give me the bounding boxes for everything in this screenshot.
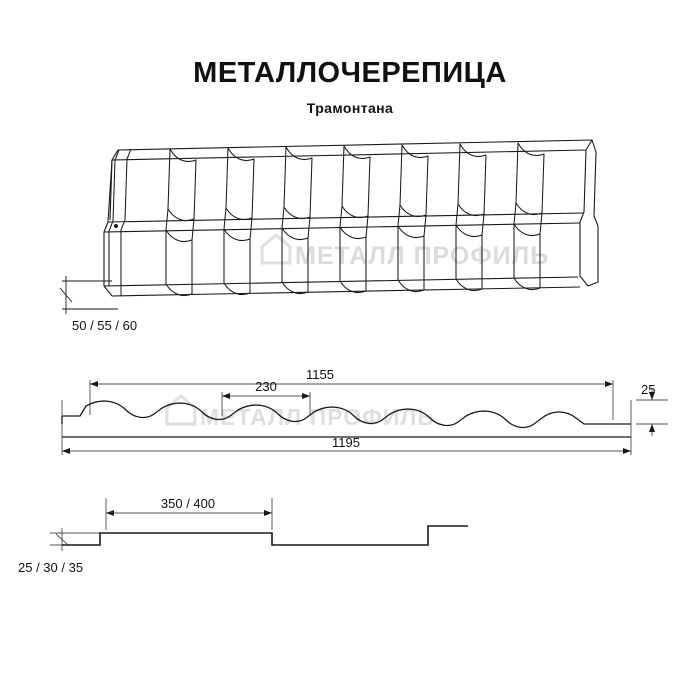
step-height-label: 25 / 30 / 35: [18, 560, 84, 575]
watermark-bottom: [167, 396, 435, 430]
iso-height-label: 50 / 55 / 60: [72, 318, 138, 333]
profile-wave-height-label: 25: [641, 382, 656, 397]
page-title: МЕТАЛЛОЧЕРЕПИЦА: [193, 57, 507, 89]
step-length-label: 350 / 400: [160, 496, 216, 511]
iso-dim-dot: [114, 224, 118, 228]
watermark-bottom-label: МЕТАЛЛ ПРОФИЛЬ: [200, 404, 435, 430]
profile-wave-pitch-label: 230: [255, 379, 277, 394]
step-side-view: [62, 526, 468, 545]
watermark-top-label: МЕТАЛЛ ПРОФИЛЬ: [295, 242, 550, 270]
isometric-sheet-view: [104, 140, 598, 296]
profile-useful-width-label: 1155: [306, 367, 334, 382]
iso-ribs: [109, 143, 544, 296]
page-subtitle: Трамонтана: [306, 100, 394, 117]
profile-total-width-label: 1195: [332, 435, 360, 450]
watermark-top: [262, 235, 549, 270]
